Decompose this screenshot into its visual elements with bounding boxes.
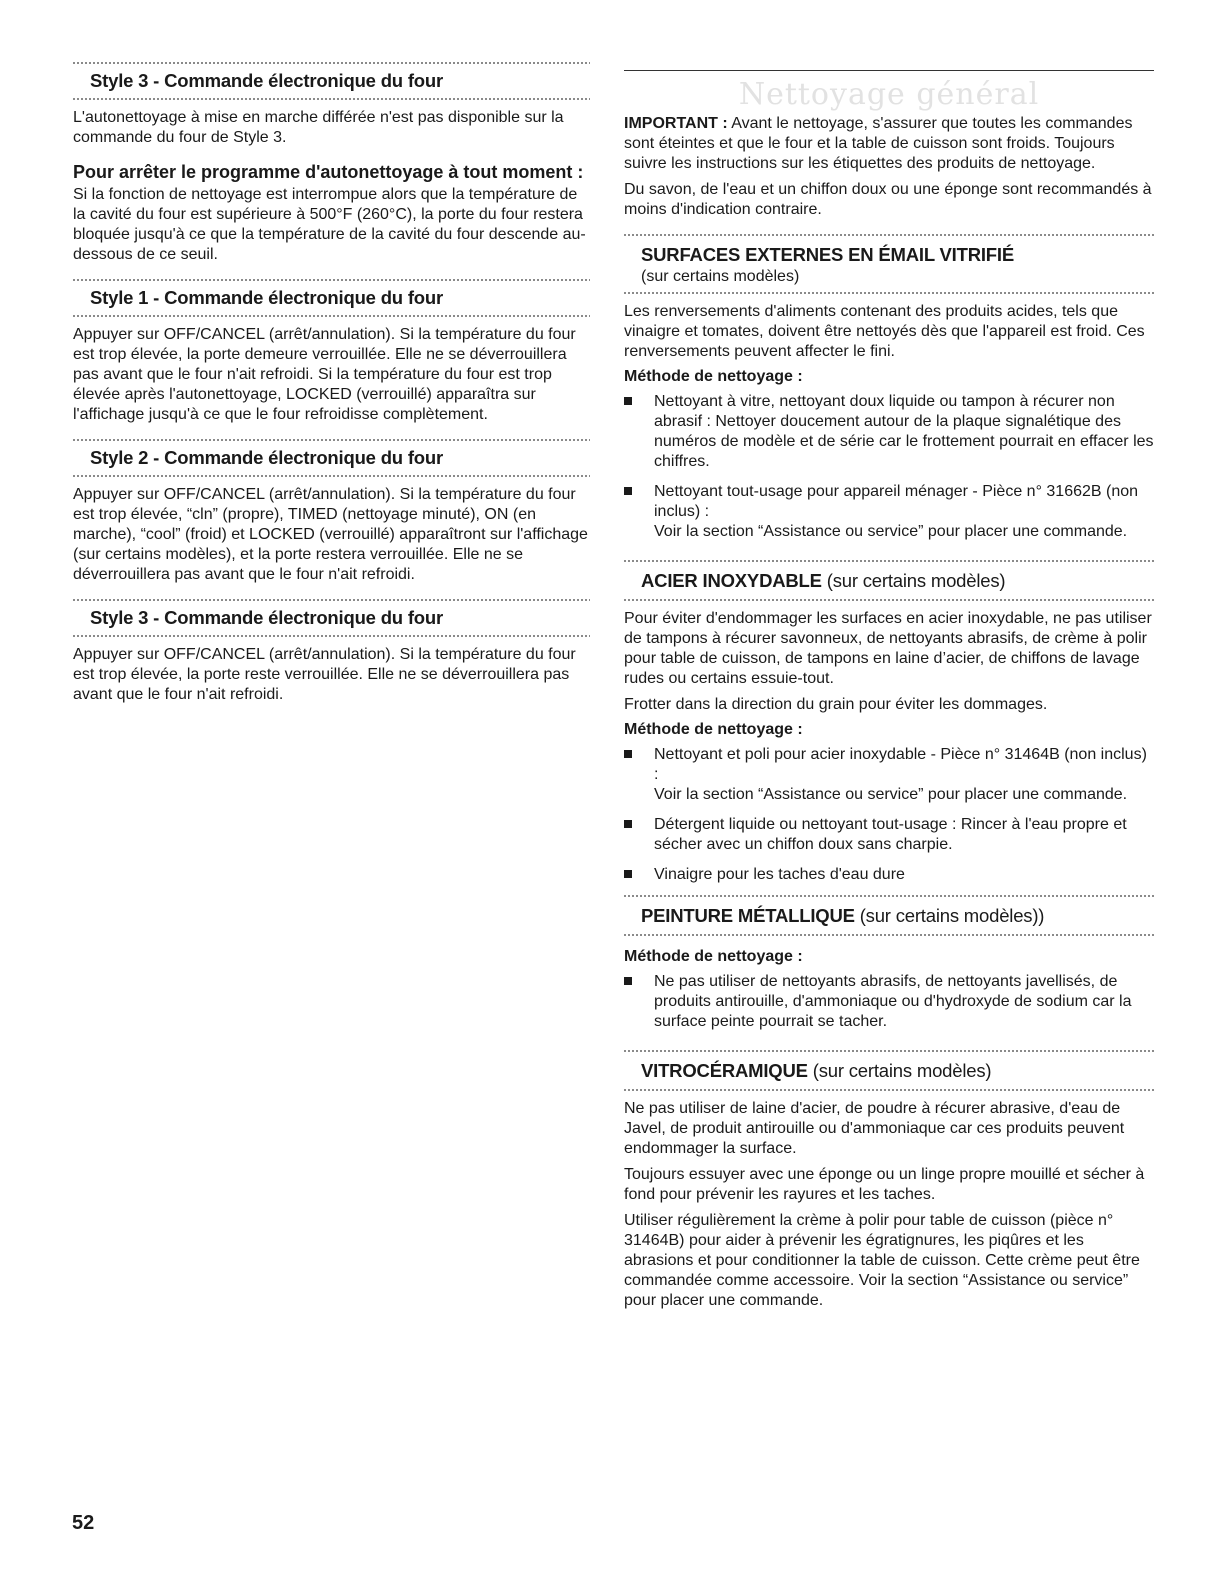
acier-text-2: Frotter dans la direction du grain pour éviter les dommages. (624, 696, 1048, 713)
email-method-list (624, 392, 1154, 542)
acier-text-1: Pour éviter d'endommager les surfaces en acier inoxydable, ne pas utiliser de tampons à récurer savonneux, de nettoyants abrasifs, de crème à polir pour table de cuisson, de tampons en laine d’acier, de chiffons de lavage rudes ou certains essuie-tout. (624, 610, 1152, 687)
acier-method-list (624, 745, 1154, 885)
style3-text: Appuyer sur OFF/CANCEL (arrêt/annulation). Si la température du four est trop élevée, la porte reste verrouillée. Elle ne se déverrouillera pas avant que le four n'ait refroidi. (73, 646, 576, 703)
left-column (73, 62, 590, 711)
style3-heading: Style 3 - Commande électronique du four (90, 607, 444, 628)
email-text: Les renversements d'aliments contenant des produits acides, tels que vinaigre et tomates, doivent être nettoyés dès que l'appareil est froid. Ces renversements peuvent affecter le fini. (624, 303, 1145, 360)
list-item: Ne pas utiliser de nettoyants abrasifs, de nettoyants javellisés, de produits antirouille, d'ammoniaque ou d'hydroxyde de sodium car la surface peinte pourrait se tacher. (624, 972, 1154, 1032)
right-column (624, 62, 1154, 1317)
acier-heading: ACIER INOXYDABLE (sur certains modèles) (641, 570, 1006, 591)
style3-delay-text: L'autonettoyage à mise en marche différée n'est pas disponible sur la commande du four de Style 3. (73, 109, 564, 146)
divider (624, 234, 1154, 236)
list-item: Vinaigre pour les taches d'eau dure (624, 865, 1154, 885)
vitro-heading: VITROCÉRAMIQUE (sur certains modèles) (641, 1060, 992, 1081)
bullet-icon (624, 397, 632, 405)
style3-delay-heading: Style 3 - Commande électronique du four (90, 70, 444, 91)
bullet-icon (624, 870, 632, 878)
stop-cleaning-text: Si la fonction de nettoyage est interrompue alors que la température de la cavité du four est supérieure à 500°F (260°C), la porte du four restera bloquée jusqu'à ce que la température de la cavité du four descende au-dessous de ce seuil. (73, 186, 586, 263)
peinture-method-heading: Méthode de nettoyage : (624, 948, 803, 965)
soap-text: Du savon, de l'eau et un chiffon doux ou une éponge sont recommandés à moins d'indication contraire. (624, 181, 1152, 218)
style2-heading: Style 2 - Commande électronique du four (90, 447, 444, 468)
list-item: Détergent liquide ou nettoyant tout-usage : Rincer à l'eau propre et sécher avec un chiffon doux sans charpie. (624, 815, 1154, 855)
list-item: Nettoyant à vitre, nettoyant doux liquide ou tampon à récurer non abrasif : Nettoyer doucement autour de la plaque signalétique des numéros de modèle et de série car le frottement pourrait en effacer les chiffres. (624, 392, 1154, 472)
stop-cleaning-heading: Pour arrêter le programme d'autonettoyage à tout moment : (73, 162, 584, 182)
style2-text: Appuyer sur OFF/CANCEL (arrêt/annulation). Si la température du four est trop élevée, “cln” (propre), TIMED (nettoyage minuté), ON (en marche), “cool” (froid) et LOCKED (verrouillé) apparaîtront sur l'affichage (sur certains modèles), et la porte restera verrouillée. Elle ne se déverrouillera pas avant que le four n'ait refroidi. (73, 486, 588, 583)
vitro-text-2: Toujours essuyer avec une éponge ou un linge propre mouillé et sécher à fond pour prévenir les rayures et les taches. (624, 1166, 1145, 1203)
acier-method-heading: Méthode de nettoyage : (624, 721, 803, 738)
vitro-text-3: Utiliser régulièrement la crème à polir pour table de cuisson (pièce n° 31464B) pour aider à prévenir les égratignures, les piqûres et les abrasions et pour conditionner la table de cuisson. Cette crème peut être commandée comme accessoire. Voir la section “Assistance ou service” pour placer une commande. (624, 1212, 1140, 1309)
page-number: 52 (72, 1512, 95, 1534)
list-item: Nettoyant tout-usage pour appareil ménager - Pièce n° 31662B (non inclus) : Voir la section “Assistance ou service” pour placer une commande. (624, 482, 1154, 542)
email-method-heading: Méthode de nettoyage : (624, 368, 803, 385)
important-note (624, 114, 1154, 174)
email-heading: SURFACES EXTERNES EN ÉMAIL VITRIFIÉ (641, 244, 1014, 265)
divider (624, 1050, 1154, 1052)
divider (73, 62, 590, 64)
divider (73, 279, 590, 281)
divider (624, 560, 1154, 562)
email-subheading: (sur certains modèles) (641, 268, 800, 285)
bullet-icon (624, 820, 632, 828)
bullet-icon (624, 750, 632, 758)
top-rule (624, 70, 1154, 71)
vitro-text-1: Ne pas utiliser de laine d'acier, de poudre à récurer abrasive, d'eau de Javel, de produit antirouille ou d'ammoniaque car ces produits peuvent endommager la surface. (624, 1100, 1125, 1157)
important-label: IMPORTANT : (624, 115, 728, 132)
peinture-method-list (624, 972, 1154, 1032)
important-text: Avant le nettoyage, s'assurer que toutes les commandes sont éteintes et que le four et la table de cuisson sont froids. Toujours suivre les instructions sur les étiquettes des produits de nettoyage. (624, 115, 1133, 172)
divider (73, 439, 590, 441)
section-title: Nettoyage général (738, 77, 1040, 112)
peinture-heading: PEINTURE MÉTALLIQUE (sur certains modèles)) (641, 905, 1045, 926)
style1-text: Appuyer sur OFF/CANCEL (arrêt/annulation). Si la température du four est trop élevée, la porte demeure verrouillée. Elle ne se déverrouillera pas avant que le four n'ait refroidi. Si la température du four est trop élevée après l'autonettoyage, LOCKED (verrouillé) apparaîtra sur l'affichage jusqu'à ce que le four refroidisse complètement. (73, 326, 576, 423)
list-item: Nettoyant et poli pour acier inoxydable - Pièce n° 31464B (non inclus) : Voir la section “Assistance ou service” pour placer une commande. (624, 745, 1154, 805)
bullet-icon (624, 487, 632, 495)
bullet-icon (624, 977, 632, 985)
divider (73, 599, 590, 601)
divider (624, 895, 1154, 897)
style1-heading: Style 1 - Commande électronique du four (90, 287, 444, 308)
